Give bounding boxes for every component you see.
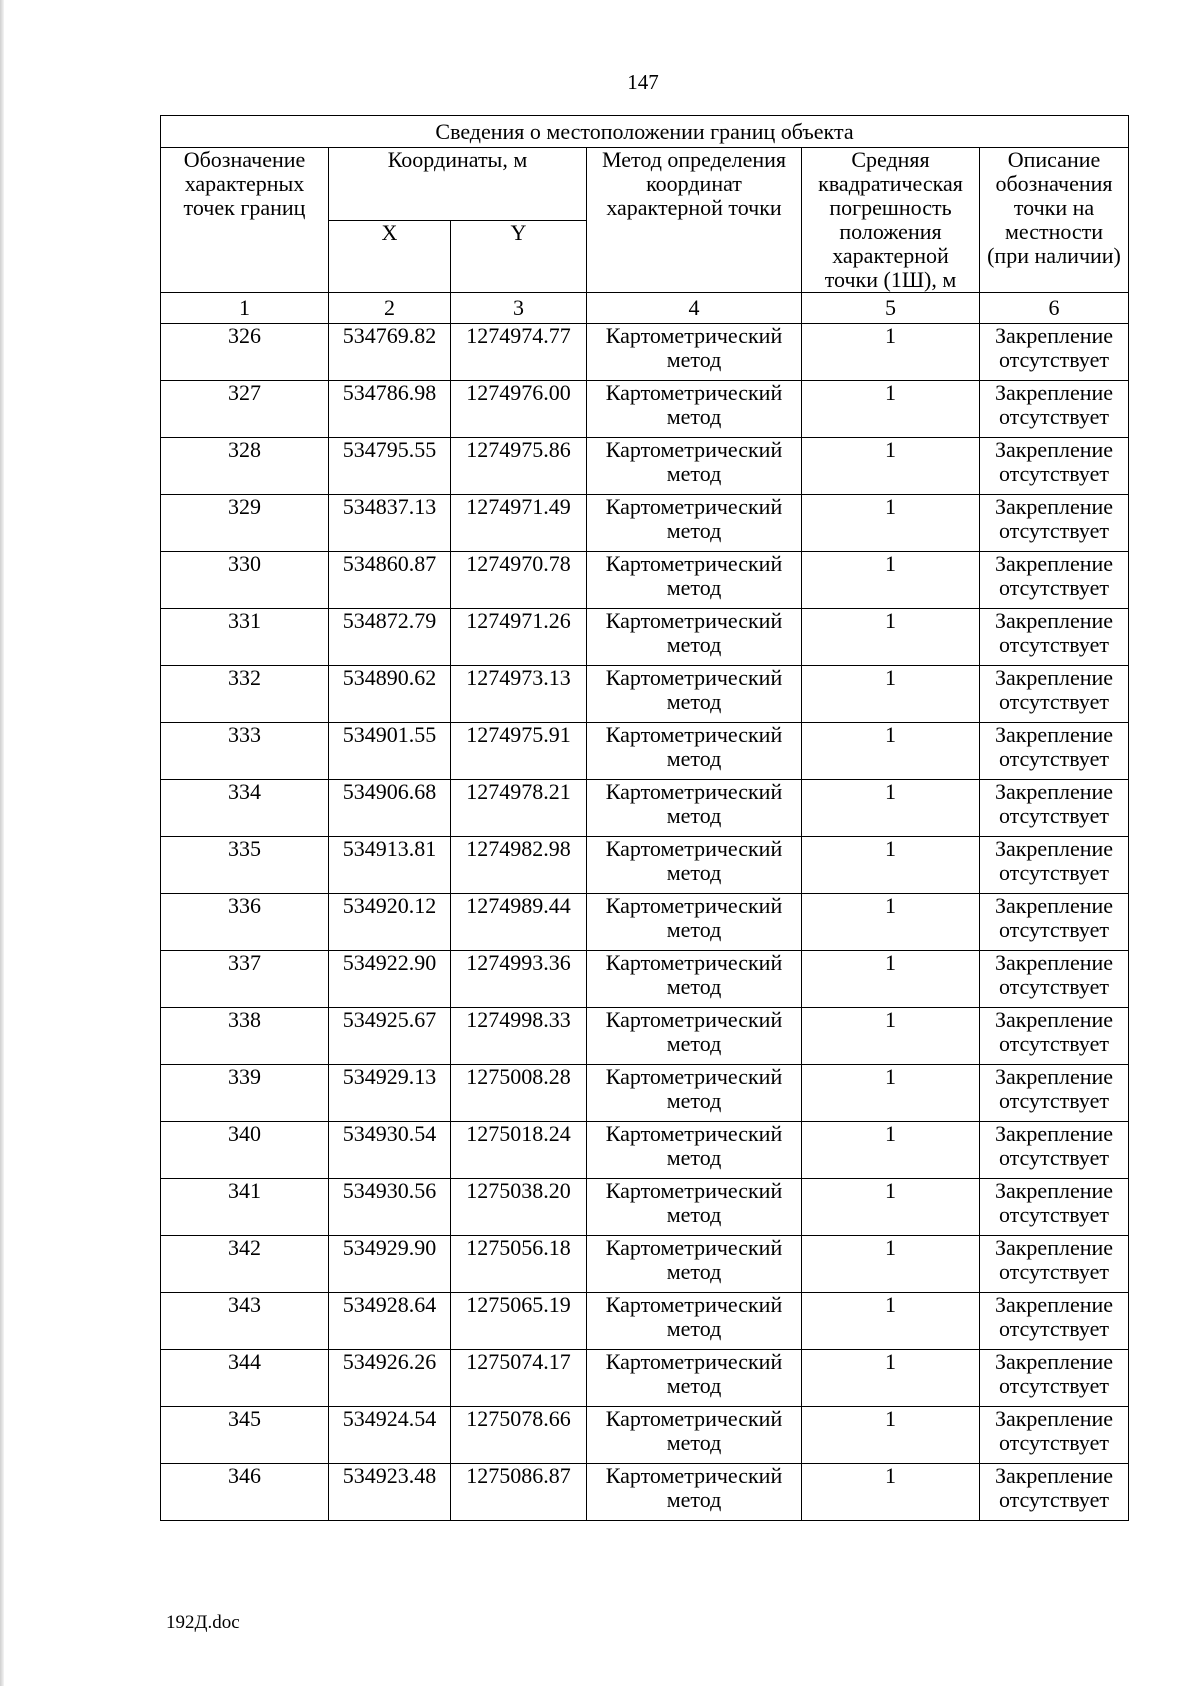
cell-error: 1 <box>802 951 980 1008</box>
cell-description: Закрепление отсутствует <box>980 837 1129 894</box>
cell-method: Картометрический метод <box>587 837 802 894</box>
table-row <box>161 723 1129 780</box>
cell-method: Картометрический метод <box>587 1407 802 1464</box>
cell-description: Закрепление отсутствует <box>980 1350 1129 1407</box>
cell-point: 341 <box>161 1179 329 1236</box>
column-number: 6 <box>980 293 1129 324</box>
cell-x: 534906.68 <box>329 780 451 837</box>
cell-y: 1274976.00 <box>451 381 587 438</box>
cell-method: Картометрический метод <box>587 1236 802 1293</box>
cell-description: Закрепление отсутствует <box>980 609 1129 666</box>
cell-method: Картометрический метод <box>587 1350 802 1407</box>
column-number: 4 <box>587 293 802 324</box>
cell-error: 1 <box>802 1293 980 1350</box>
cell-y: 1274982.98 <box>451 837 587 894</box>
cell-method: Картометрический метод <box>587 1065 802 1122</box>
cell-method: Картометрический метод <box>587 894 802 951</box>
column-number: 2 <box>329 293 451 324</box>
cell-x: 534795.55 <box>329 438 451 495</box>
cell-error: 1 <box>802 1464 980 1521</box>
cell-method: Картометрический метод <box>587 438 802 495</box>
cell-method: Картометрический метод <box>587 609 802 666</box>
cell-x: 534930.56 <box>329 1179 451 1236</box>
cell-point: 346 <box>161 1464 329 1521</box>
cell-y: 1274973.13 <box>451 666 587 723</box>
cell-point: 340 <box>161 1122 329 1179</box>
cell-method: Картометрический метод <box>587 381 802 438</box>
header-y: Y <box>451 220 587 293</box>
cell-error: 1 <box>802 552 980 609</box>
cell-error: 1 <box>802 1008 980 1065</box>
table-row <box>161 1008 1129 1065</box>
cell-y: 1274971.26 <box>451 609 587 666</box>
cell-x: 534920.12 <box>329 894 451 951</box>
cell-y: 1274971.49 <box>451 495 587 552</box>
header-method: Метод определения координат характерной точки <box>587 148 802 293</box>
table-row <box>161 1122 1129 1179</box>
cell-point: 331 <box>161 609 329 666</box>
header-description: Описание обозначения точки на местности (при наличии) <box>980 148 1129 293</box>
cell-x: 534926.26 <box>329 1350 451 1407</box>
table-row <box>161 1065 1129 1122</box>
table-row <box>161 1407 1129 1464</box>
cell-error: 1 <box>802 1122 980 1179</box>
cell-description: Закрепление отсутствует <box>980 1065 1129 1122</box>
table-row <box>161 381 1129 438</box>
cell-y: 1275056.18 <box>451 1236 587 1293</box>
cell-y: 1275008.28 <box>451 1065 587 1122</box>
cell-point: 327 <box>161 381 329 438</box>
cell-error: 1 <box>802 837 980 894</box>
cell-point: 339 <box>161 1065 329 1122</box>
cell-error: 1 <box>802 1065 980 1122</box>
cell-description: Закрепление отсутствует <box>980 1008 1129 1065</box>
cell-point: 336 <box>161 894 329 951</box>
cell-error: 1 <box>802 723 980 780</box>
table-title: Сведения о местоположении границ объекта <box>161 116 1129 148</box>
cell-x: 534922.90 <box>329 951 451 1008</box>
cell-description: Закрепление отсутствует <box>980 1407 1129 1464</box>
table-row <box>161 1236 1129 1293</box>
table-row <box>161 495 1129 552</box>
cell-y: 1274975.86 <box>451 438 587 495</box>
cell-method: Картометрический метод <box>587 780 802 837</box>
table-row <box>161 1293 1129 1350</box>
cell-error: 1 <box>802 780 980 837</box>
cell-y: 1275078.66 <box>451 1407 587 1464</box>
cell-method: Картометрический метод <box>587 324 802 381</box>
cell-x: 534925.67 <box>329 1008 451 1065</box>
cell-description: Закрепление отсутствует <box>980 552 1129 609</box>
cell-method: Картометрический метод <box>587 495 802 552</box>
cell-y: 1274974.77 <box>451 324 587 381</box>
column-number: 5 <box>802 293 980 324</box>
cell-point: 344 <box>161 1350 329 1407</box>
cell-method: Картометрический метод <box>587 1179 802 1236</box>
cell-y: 1274989.44 <box>451 894 587 951</box>
cell-error: 1 <box>802 324 980 381</box>
cell-point: 328 <box>161 438 329 495</box>
cell-y: 1274975.91 <box>451 723 587 780</box>
cell-point: 330 <box>161 552 329 609</box>
cell-error: 1 <box>802 1407 980 1464</box>
cell-method: Картометрический метод <box>587 1293 802 1350</box>
cell-x: 534872.79 <box>329 609 451 666</box>
cell-error: 1 <box>802 1236 980 1293</box>
cell-x: 534769.82 <box>329 324 451 381</box>
table-body <box>161 324 1129 1521</box>
cell-x: 534890.62 <box>329 666 451 723</box>
cell-point: 335 <box>161 837 329 894</box>
cell-method: Картометрический метод <box>587 951 802 1008</box>
cell-point: 334 <box>161 780 329 837</box>
cell-method: Картометрический метод <box>587 1008 802 1065</box>
cell-description: Закрепление отсутствует <box>980 894 1129 951</box>
cell-method: Картометрический метод <box>587 552 802 609</box>
document-filename: 192Д.doc <box>166 1612 240 1633</box>
cell-x: 534930.54 <box>329 1122 451 1179</box>
cell-description: Закрепление отсутствует <box>980 666 1129 723</box>
table-row <box>161 837 1129 894</box>
cell-x: 534929.90 <box>329 1236 451 1293</box>
cell-x: 534924.54 <box>329 1407 451 1464</box>
boundary-table <box>160 115 1129 1521</box>
cell-description: Закрепление отсутствует <box>980 495 1129 552</box>
cell-error: 1 <box>802 438 980 495</box>
table-row <box>161 1179 1129 1236</box>
cell-error: 1 <box>802 609 980 666</box>
cell-y: 1274998.33 <box>451 1008 587 1065</box>
cell-point: 326 <box>161 324 329 381</box>
cell-point: 345 <box>161 1407 329 1464</box>
table-row <box>161 1350 1129 1407</box>
cell-error: 1 <box>802 666 980 723</box>
cell-y: 1275086.87 <box>451 1464 587 1521</box>
table-row <box>161 324 1129 381</box>
cell-x: 534928.64 <box>329 1293 451 1350</box>
cell-description: Закрепление отсутствует <box>980 324 1129 381</box>
cell-description: Закрепление отсутствует <box>980 780 1129 837</box>
cell-x: 534913.81 <box>329 837 451 894</box>
header-error: Средняя квадратическая погрешность положения характерной точки (1Ш), м <box>802 148 980 293</box>
cell-description: Закрепление отсутствует <box>980 1179 1129 1236</box>
cell-method: Картометрический метод <box>587 1464 802 1521</box>
cell-description: Закрепление отсутствует <box>980 723 1129 780</box>
header-x: X <box>329 220 451 293</box>
cell-description: Закрепление отсутствует <box>980 951 1129 1008</box>
cell-point: 342 <box>161 1236 329 1293</box>
cell-point: 343 <box>161 1293 329 1350</box>
cell-point: 333 <box>161 723 329 780</box>
cell-y: 1274993.36 <box>451 951 587 1008</box>
cell-method: Картометрический метод <box>587 723 802 780</box>
cell-y: 1274978.21 <box>451 780 587 837</box>
cell-error: 1 <box>802 495 980 552</box>
header-designation: Обозначение характерных точек границ <box>161 148 329 293</box>
cell-error: 1 <box>802 381 980 438</box>
cell-point: 337 <box>161 951 329 1008</box>
cell-x: 534860.87 <box>329 552 451 609</box>
cell-x: 534786.98 <box>329 381 451 438</box>
cell-x: 534929.13 <box>329 1065 451 1122</box>
cell-error: 1 <box>802 1350 980 1407</box>
cell-description: Закрепление отсутствует <box>980 1293 1129 1350</box>
cell-description: Закрепление отсутствует <box>980 1464 1129 1521</box>
table-row <box>161 438 1129 495</box>
cell-point: 329 <box>161 495 329 552</box>
cell-description: Закрепление отсутствует <box>980 381 1129 438</box>
column-number: 3 <box>451 293 587 324</box>
cell-x: 534923.48 <box>329 1464 451 1521</box>
cell-error: 1 <box>802 894 980 951</box>
cell-x: 534837.13 <box>329 495 451 552</box>
column-number: 1 <box>161 293 329 324</box>
table-row <box>161 552 1129 609</box>
cell-description: Закрепление отсутствует <box>980 1122 1129 1179</box>
cell-x: 534901.55 <box>329 723 451 780</box>
scan-edge <box>0 0 4 1686</box>
table-row <box>161 894 1129 951</box>
page-number: 147 <box>627 70 659 94</box>
header-coordinates: Координаты, м <box>329 148 587 221</box>
cell-method: Картометрический метод <box>587 1122 802 1179</box>
cell-point: 332 <box>161 666 329 723</box>
cell-y: 1275074.17 <box>451 1350 587 1407</box>
table-row <box>161 666 1129 723</box>
cell-y: 1274970.78 <box>451 552 587 609</box>
table-row <box>161 609 1129 666</box>
cell-y: 1275065.19 <box>451 1293 587 1350</box>
cell-point: 338 <box>161 1008 329 1065</box>
cell-y: 1275018.24 <box>451 1122 587 1179</box>
cell-method: Картометрический метод <box>587 666 802 723</box>
table-row <box>161 1464 1129 1521</box>
table-row <box>161 780 1129 837</box>
table-row <box>161 951 1129 1008</box>
cell-description: Закрепление отсутствует <box>980 438 1129 495</box>
cell-error: 1 <box>802 1179 980 1236</box>
cell-description: Закрепление отсутствует <box>980 1236 1129 1293</box>
cell-y: 1275038.20 <box>451 1179 587 1236</box>
